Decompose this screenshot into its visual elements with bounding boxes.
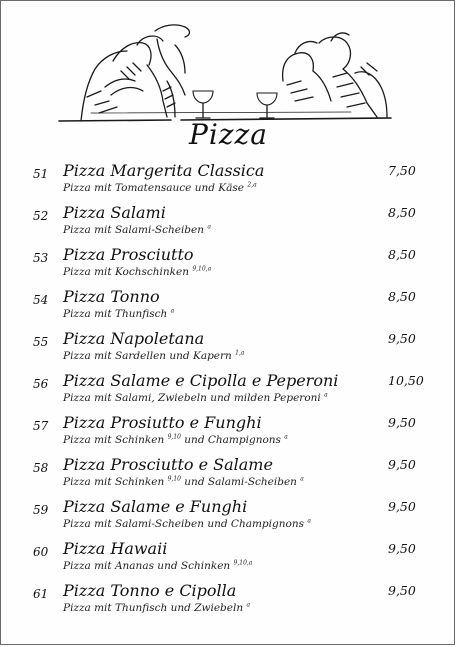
item-number: 56 — [33, 377, 49, 391]
item-price: 9,50 — [388, 457, 416, 472]
item-name: Pizza Prosciutto e Salame — [63, 455, 273, 474]
menu-list — [1, 161, 456, 623]
item-description — [63, 560, 252, 572]
menu-item — [1, 539, 456, 581]
item-name: Pizza Napoletana — [63, 329, 205, 348]
item-number: 59 — [33, 503, 49, 517]
description-text: Pizza mit Kochschinken — [63, 266, 193, 278]
menu-item — [1, 329, 456, 371]
description-text: und Salami-Scheiben — [184, 476, 301, 488]
item-price: 8,50 — [388, 289, 416, 304]
description-text: Pizza mit Sardellen und Kapern — [63, 350, 236, 362]
allergen-code: 9,10,a — [192, 265, 212, 273]
allergen-code: a — [246, 601, 251, 609]
item-name: Pizza Margerita Classica — [63, 161, 265, 180]
description-text: Pizza mit Salami-Scheiben — [63, 224, 208, 236]
item-price: 9,50 — [388, 583, 416, 598]
menu-item — [1, 413, 456, 455]
item-name: Pizza Prosciutto — [63, 245, 194, 264]
allergen-code: 9,10 — [167, 433, 181, 441]
allergen-code: a — [307, 517, 311, 525]
item-description — [63, 434, 288, 446]
item-price: 7,50 — [388, 163, 416, 178]
item-description — [63, 350, 244, 362]
item-name: Pizza Salame e Funghi — [63, 497, 248, 516]
allergen-code: a — [284, 433, 288, 441]
item-description — [63, 182, 257, 194]
allergen-code: a — [170, 307, 175, 315]
page-title: Pizza — [189, 118, 268, 151]
menu-item — [1, 371, 456, 413]
description-text: Pizza mit Schinken — [63, 476, 168, 488]
item-name: Pizza Hawaii — [63, 539, 168, 558]
item-price: 9,50 — [388, 331, 416, 346]
item-number: 55 — [33, 335, 49, 349]
item-description — [63, 308, 174, 320]
allergen-code: 2,a — [247, 181, 257, 189]
item-name: Pizza Tonno — [63, 287, 160, 306]
item-name: Pizza Salame e Cipolla e Peperoni — [63, 371, 339, 390]
item-name: Pizza Prosiutto e Funghi — [63, 413, 262, 432]
menu-item — [1, 245, 456, 287]
allergen-code: 9,10 — [167, 475, 181, 483]
item-description — [63, 476, 304, 488]
item-description — [63, 392, 328, 404]
item-price: 10,50 — [388, 373, 424, 388]
description-text: Pizza mit Schinken — [63, 434, 168, 446]
item-name: Pizza Tonno e Cipolla — [63, 581, 237, 600]
item-description — [63, 518, 311, 530]
menu-item — [1, 287, 456, 329]
item-name: Pizza Salami — [63, 203, 166, 222]
item-number: 60 — [33, 545, 49, 559]
description-text: Pizza mit Thunfisch und Zwiebeln — [63, 602, 247, 614]
description-text: und Champignons — [184, 434, 285, 446]
item-number: 53 — [33, 251, 49, 265]
item-price: 9,50 — [388, 541, 416, 556]
menu-item — [1, 203, 456, 245]
item-number: 58 — [33, 461, 49, 475]
menu-item — [1, 581, 456, 623]
item-number: 52 — [33, 209, 49, 223]
description-text: Pizza mit Tomatensauce und Käse — [63, 182, 248, 194]
allergen-code: 9,10,a — [233, 559, 253, 567]
description-text: Pizza mit Thunfisch — [63, 308, 171, 320]
menu-item — [1, 161, 456, 203]
item-number: 61 — [33, 587, 49, 601]
menu-item — [1, 455, 456, 497]
item-description — [63, 224, 211, 236]
description-text: Pizza mit Salami-Scheiben und Champignons — [63, 518, 308, 530]
item-price: 8,50 — [388, 247, 416, 262]
item-number: 54 — [33, 293, 49, 307]
diners-sketch-illustration — [51, 21, 401, 126]
item-description — [63, 266, 211, 278]
item-price: 9,50 — [388, 499, 416, 514]
item-number: 51 — [33, 167, 49, 181]
allergen-code: a — [300, 475, 304, 483]
allergen-code: a — [207, 223, 211, 231]
item-description — [63, 602, 250, 614]
menu-item — [1, 497, 456, 539]
item-price: 8,50 — [388, 205, 416, 220]
item-price: 9,50 — [388, 415, 416, 430]
description-text: Pizza mit Salami, Zwiebeln und milden Peperoni — [63, 392, 325, 404]
allergen-code: a — [324, 391, 328, 399]
item-number: 57 — [33, 419, 49, 433]
allergen-code: 1,a — [235, 349, 245, 357]
description-text: Pizza mit Ananas und Schinken — [63, 560, 234, 572]
